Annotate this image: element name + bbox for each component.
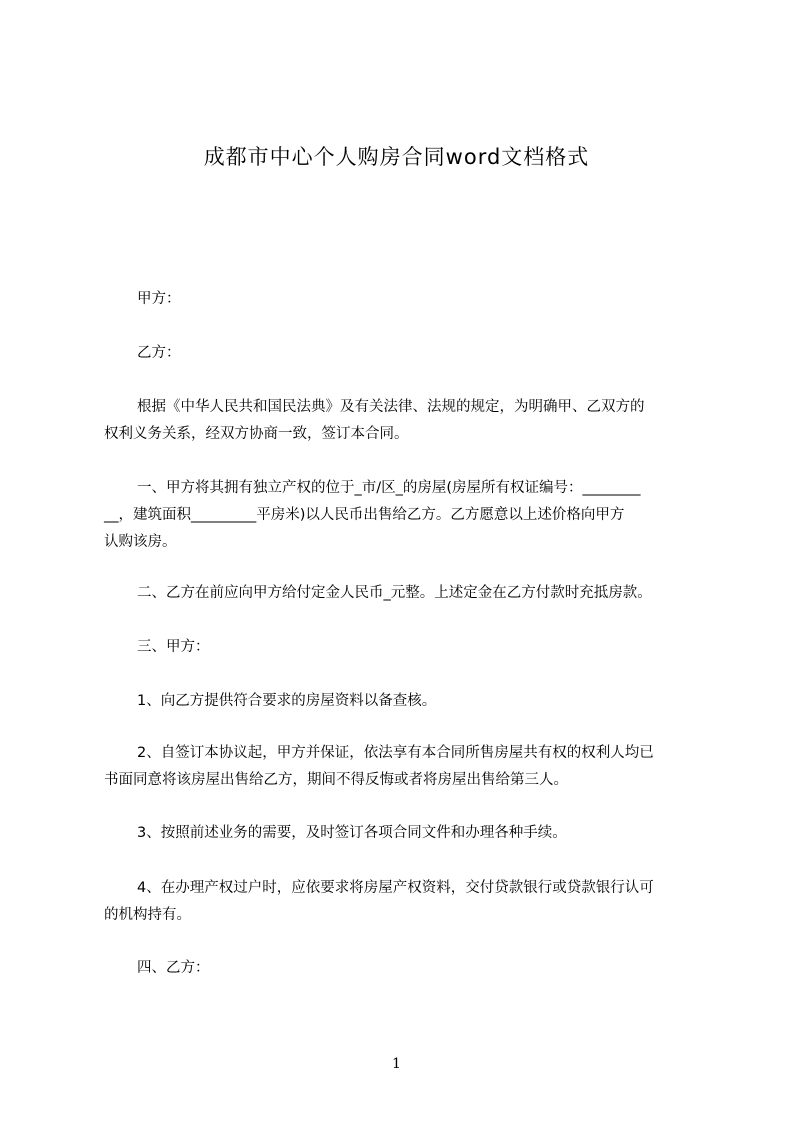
clause-3-item-4-line-2: 的机构持有。 <box>104 907 191 923</box>
clause-1-line-2: __，建筑面积_________平房米)以人民币出售给乙方。乙方愿意以上述价格向甲方 <box>104 507 625 523</box>
clause-3-item-4 <box>104 875 704 929</box>
party-a-label <box>104 286 704 313</box>
clause-3-item-3-text: 3、按照前述业务的需要，及时签订各项合同文件和办理各种手续。 <box>137 825 567 841</box>
clause-1-paragraph <box>104 475 704 556</box>
document-title: 成都市中心个人购房合同word文档格式 <box>203 145 590 169</box>
clause-1-line-1: 一、甲方将其拥有独立产权的位于_市/区_的房屋(房屋所有权证编号：________ <box>137 480 641 496</box>
clause-3-heading-text: 三、甲方： <box>137 639 210 655</box>
clause-4-heading-text: 四、乙方： <box>137 960 210 976</box>
clause-3-item-1 <box>104 688 704 715</box>
intro-paragraph <box>104 394 704 448</box>
party-b-text: 乙方： <box>137 345 181 361</box>
clause-2-text: 二、乙方在前应向甲方给付定金人民币_元整。上述定金在乙方付款时充抵房款。 <box>137 585 652 601</box>
clause-3-heading <box>104 634 704 661</box>
party-b-label <box>104 340 704 367</box>
clause-3-item-2-line-1: 2、自签订本协议起，甲方并保证，依法享有本合同所售房屋共有权的权利人均已 <box>137 745 654 761</box>
clause-2-paragraph <box>104 580 704 607</box>
clause-1-line-3: 认购该房。 <box>104 534 177 550</box>
clause-3-item-2 <box>104 740 704 794</box>
clause-3-item-4-line-1: 4、在办理产权过户时，应依要求将房屋产权资料，交付贷款银行或贷款银行认可 <box>137 880 654 896</box>
intro-line-1: 根据《中华人民共和国民法典》及有关法律、法规的规定，为明确甲、乙双方的 <box>137 399 645 415</box>
clause-3-item-1-text: 1、向乙方提供符合要求的房屋资料以备查核。 <box>137 693 437 709</box>
intro-line-2: 权利义务关系，经双方协商一致，签订本合同。 <box>104 426 409 442</box>
party-a-text: 甲方： <box>137 291 181 307</box>
page-number: 1 <box>392 1056 401 1072</box>
clause-4-heading <box>104 955 704 982</box>
clause-3-item-2-line-2: 书面同意将该房屋出售给乙方，期间不得反悔或者将房屋出售给第三人。 <box>104 772 568 788</box>
clause-3-item-3 <box>104 820 704 847</box>
